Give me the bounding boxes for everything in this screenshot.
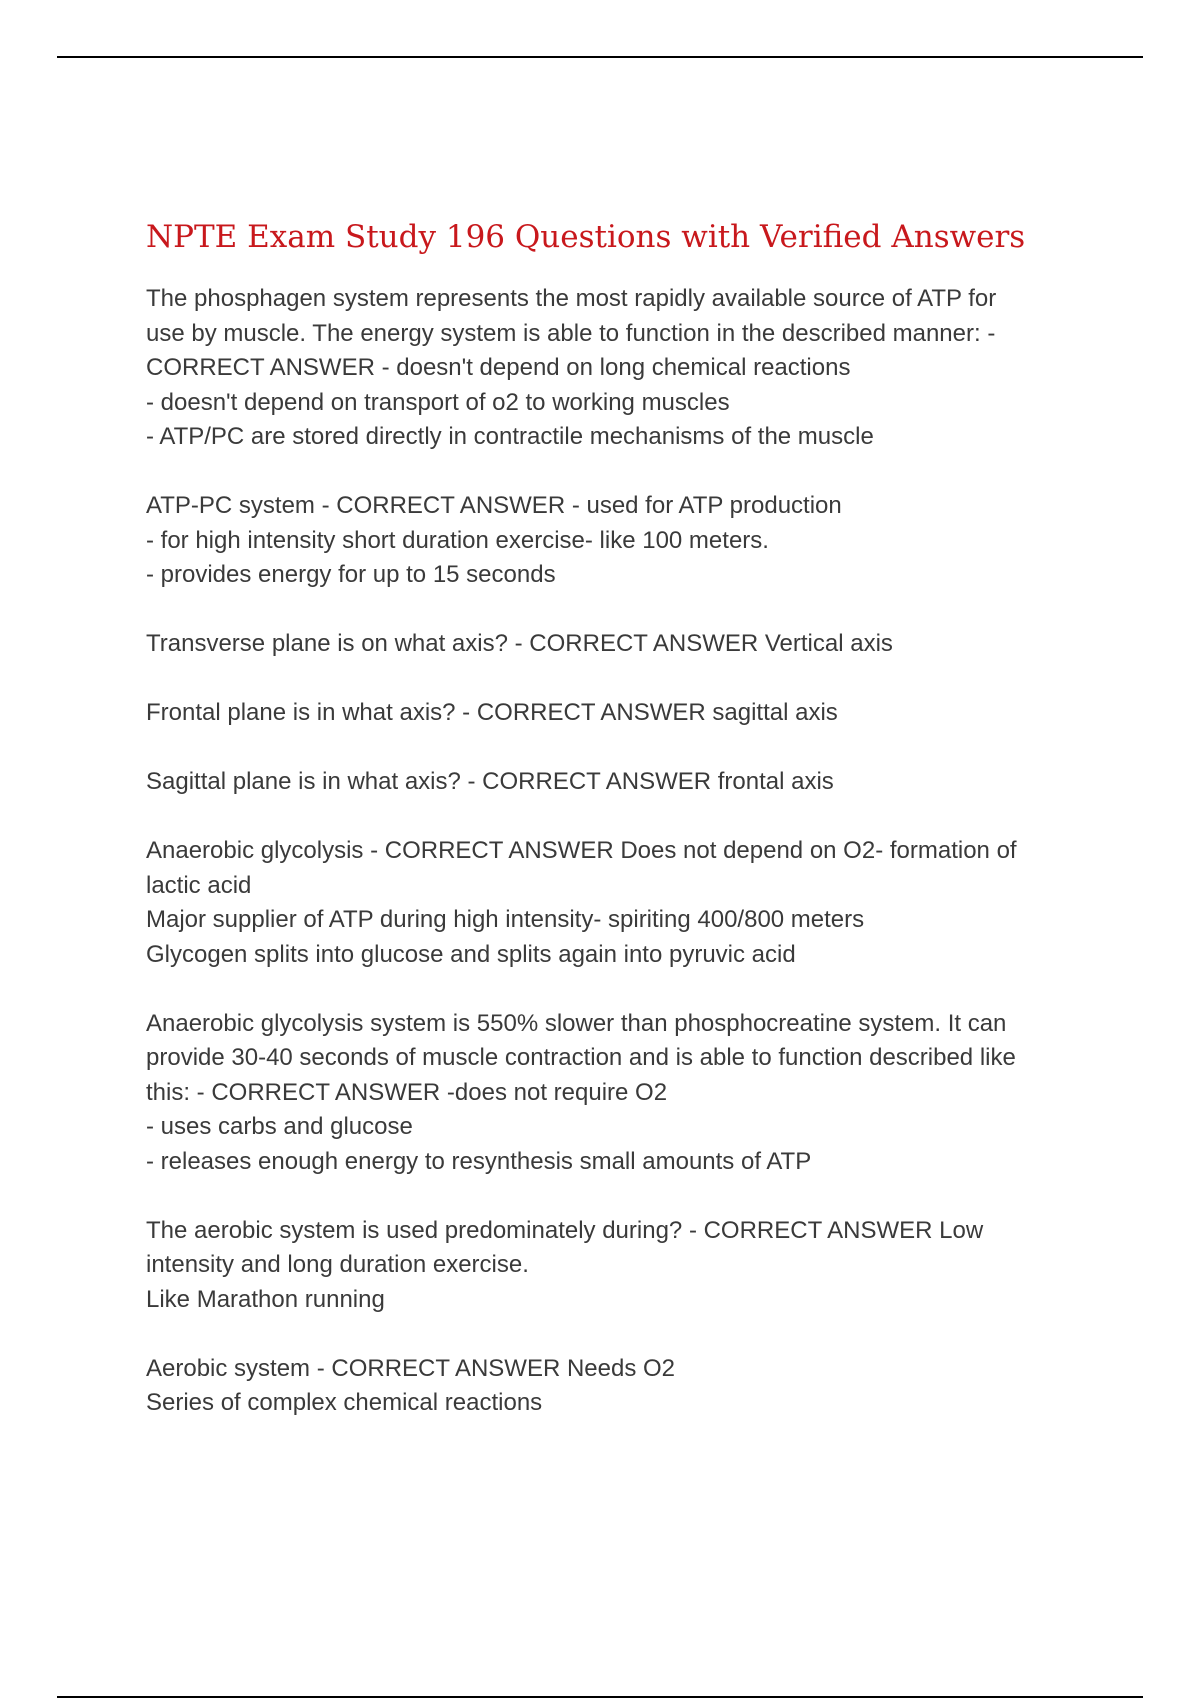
document-title: NPTE Exam Study 196 Questions with Verified Answers [146, 219, 1026, 255]
document-body [146, 214, 1106, 1421]
qa-entry: Transverse plane is on what axis? - CORRECT ANSWER Vertical axis [146, 630, 893, 657]
qa-entry: Frontal plane is in what axis? - CORRECT ANSWER sagittal axis [146, 699, 838, 726]
header-rule [57, 56, 1143, 58]
qa-entry: Sagittal plane is in what axis? - CORRECT ANSWER frontal axis [146, 768, 834, 795]
qa-entry: Anaerobic glycolysis system is 550% slower than phosphocreatine system. It can provide 30-40 seconds of muscle contraction and is able to function described like this: - CORRECT ANSWER -does not require O2 - uses carbs and glucose - releases enough energy to resynthesis small amounts of ATP [146, 1009, 1016, 1175]
qa-entry: Aerobic system - CORRECT ANSWER Needs O2 Series of complex chemical reactions [146, 1354, 676, 1416]
qa-entry: The phosphagen system represents the most rapidly available source of ATP for use by muscle. The energy system is able to function in the described manner: - CORRECT ANSWER - doesn't depend on long chemical reactions - doesn't depend on transport of o2 to working muscles - ATP/PC are stored directly in contractile mechanisms of the muscle [146, 285, 997, 450]
footer-rule [57, 1696, 1143, 1698]
qa-entry: Anaerobic glycolysis - CORRECT ANSWER Does not depend on O2- formation of lactic acid Major supplier of ATP during high intensity- spiriting 400/800 meters Glycogen splits into glucose and splits again into pyruvic acid [146, 837, 1017, 968]
qa-entry: The aerobic system is used predominately during? - CORRECT ANSWER Low intensity and long duration exercise. Like Marathon running [146, 1216, 984, 1313]
qa-entry: ATP-PC system - CORRECT ANSWER - used for ATP production - for high intensity short duration exercise- like 100 meters. - provides energy for up to 15 seconds [146, 492, 842, 588]
